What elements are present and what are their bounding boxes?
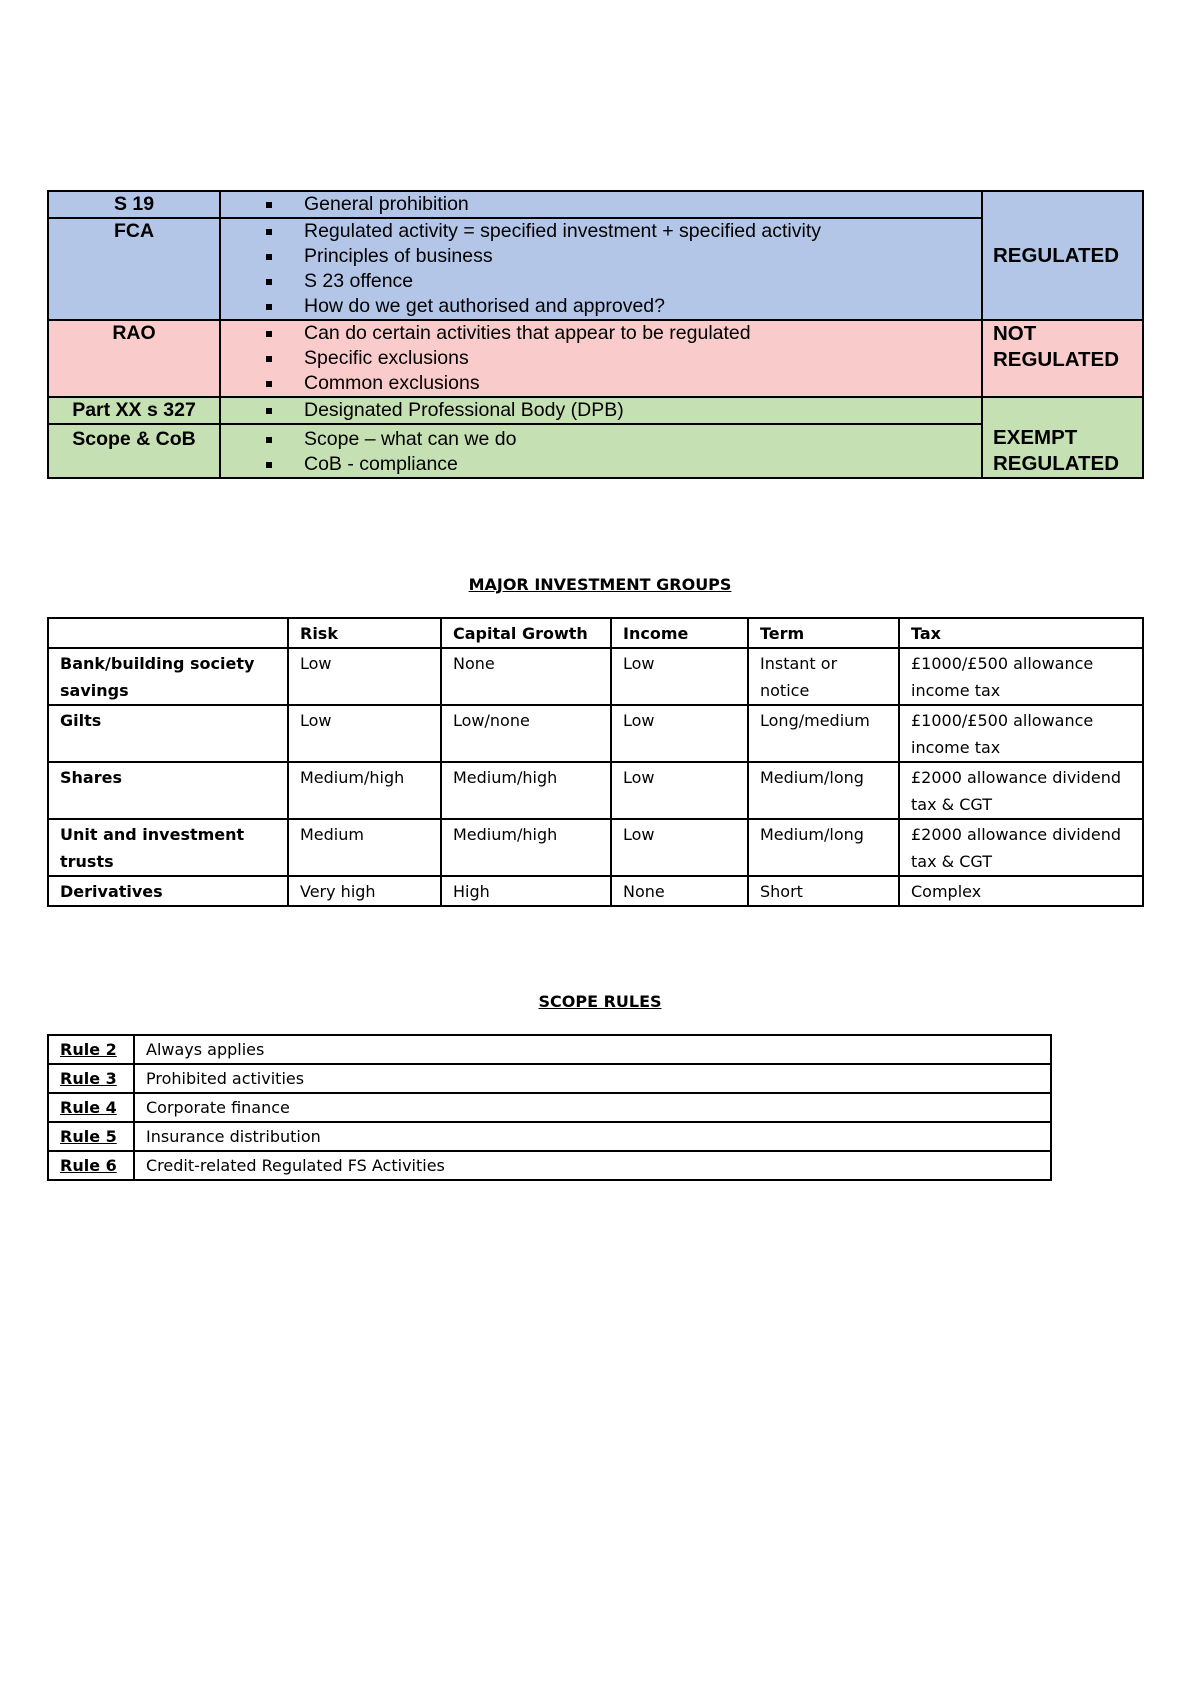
reg-item: S 23 offence: [266, 269, 981, 294]
column-header: Income: [611, 618, 748, 648]
column-header: Risk: [288, 618, 441, 648]
status-not-regulated-line1: NOT: [993, 322, 1037, 345]
reg-item: CoB - compliance: [266, 452, 981, 477]
row-header: Bank/building society savings: [48, 648, 288, 705]
table-cell: Instant or notice: [748, 648, 899, 705]
table-row: [48, 1122, 1051, 1151]
reg-label-s19: S 19: [48, 191, 220, 218]
table-cell: Medium/high: [441, 762, 611, 819]
row-header: Unit and investment trusts: [48, 819, 288, 876]
reg-item: Can do certain activities that appear to be regulated: [266, 321, 981, 346]
rule-number: Rule 5: [48, 1122, 134, 1151]
rule-number: Rule 3: [48, 1064, 134, 1093]
status-regulated: REGULATED: [982, 191, 1143, 320]
column-header: Tax: [899, 618, 1143, 648]
row-header: Shares: [48, 762, 288, 819]
rule-number: Rule 4: [48, 1093, 134, 1122]
rule-number: Rule 6: [48, 1151, 134, 1180]
table-cell: Low: [611, 762, 748, 819]
table-cell: Long/medium: [748, 705, 899, 762]
rule-number: Rule 2: [48, 1035, 134, 1064]
table-cell: £2000 allowance dividend tax & CGT: [899, 762, 1143, 819]
table-cell: Medium/high: [288, 762, 441, 819]
table-row: [48, 1064, 1051, 1093]
reg-items-scope-cob: [220, 424, 982, 478]
table-cell: Complex: [899, 876, 1143, 906]
reg-label-fca: FCA: [48, 218, 220, 320]
status-exempt-line1: EXEMPT: [993, 426, 1078, 449]
table-cell: Very high: [288, 876, 441, 906]
table-cell: Medium: [288, 819, 441, 876]
reg-items-s19: [220, 191, 982, 218]
reg-item: Principles of business: [266, 244, 981, 269]
table-cell: Low: [288, 648, 441, 705]
table-cell: Low: [611, 819, 748, 876]
rule-description: Prohibited activities: [134, 1064, 1051, 1093]
table-cell: High: [441, 876, 611, 906]
table-cell: Low: [611, 705, 748, 762]
table-row: [48, 762, 1143, 819]
reg-row-scope-cob: [48, 424, 1143, 478]
reg-item: Common exclusions: [266, 371, 981, 396]
investment-groups-table: [47, 617, 1144, 907]
reg-item: Regulated activity = specified investment + specified activity: [266, 219, 981, 244]
table-row: [48, 1035, 1051, 1064]
reg-row-part-xx: [48, 397, 1143, 424]
table-cell: £1000/£500 allowance income tax: [899, 648, 1143, 705]
column-header: Term: [748, 618, 899, 648]
table-cell: Medium/long: [748, 762, 899, 819]
reg-items-part-xx: [220, 397, 982, 424]
table-cell: £1000/£500 allowance income tax: [899, 705, 1143, 762]
reg-item: Scope – what can we do: [266, 427, 981, 452]
reg-items-fca: [220, 218, 982, 320]
table-cell: Short: [748, 876, 899, 906]
rule-description: Credit-related Regulated FS Activities: [134, 1151, 1051, 1180]
status-not-regulated-line2: REGULATED: [993, 348, 1120, 371]
row-header: Gilts: [48, 705, 288, 762]
table-row: [48, 648, 1143, 705]
table-row: [48, 1093, 1051, 1122]
table-cell: Medium/high: [441, 819, 611, 876]
column-header: Capital Growth: [441, 618, 611, 648]
table-row: [48, 876, 1143, 906]
table-cell: Medium/long: [748, 819, 899, 876]
reg-row-s19: [48, 191, 1143, 218]
scope-rules-table: [47, 1034, 1052, 1181]
table-row: [48, 1151, 1051, 1180]
table-cell: £2000 allowance dividend tax & CGT: [899, 819, 1143, 876]
scope-rules-heading: SCOPE RULES: [538, 992, 662, 1011]
reg-item: Designated Professional Body (DPB): [266, 398, 981, 423]
regulatory-framework-table: [47, 190, 1144, 479]
reg-row-fca: [48, 218, 1143, 320]
row-header: Derivatives: [48, 876, 288, 906]
reg-item: Specific exclusions: [266, 346, 981, 371]
column-header: [48, 618, 288, 648]
table-cell: None: [441, 648, 611, 705]
reg-row-rao: [48, 320, 1143, 397]
table-row: [48, 705, 1143, 762]
table-cell: None: [611, 876, 748, 906]
rule-description: Corporate finance: [134, 1093, 1051, 1122]
status-exempt: [982, 397, 1143, 478]
table-row: [48, 819, 1143, 876]
table-cell: Low/none: [441, 705, 611, 762]
reg-item: How do we get authorised and approved?: [266, 294, 981, 319]
reg-label-part-xx: Part XX s 327: [48, 397, 220, 424]
reg-label-scope-cob: Scope & CoB: [48, 424, 220, 478]
rule-description: Insurance distribution: [134, 1122, 1051, 1151]
status-exempt-line2: REGULATED: [993, 452, 1120, 475]
rule-description: Always applies: [134, 1035, 1051, 1064]
investment-groups-heading: MAJOR INVESTMENT GROUPS: [468, 575, 732, 594]
reg-item: General prohibition: [266, 192, 981, 217]
table-cell: Low: [611, 648, 748, 705]
status-not-regulated: [982, 320, 1143, 397]
table-cell: Low: [288, 705, 441, 762]
table-header-row: [48, 618, 1143, 648]
reg-items-rao: [220, 320, 982, 397]
reg-label-rao: RAO: [48, 320, 220, 397]
